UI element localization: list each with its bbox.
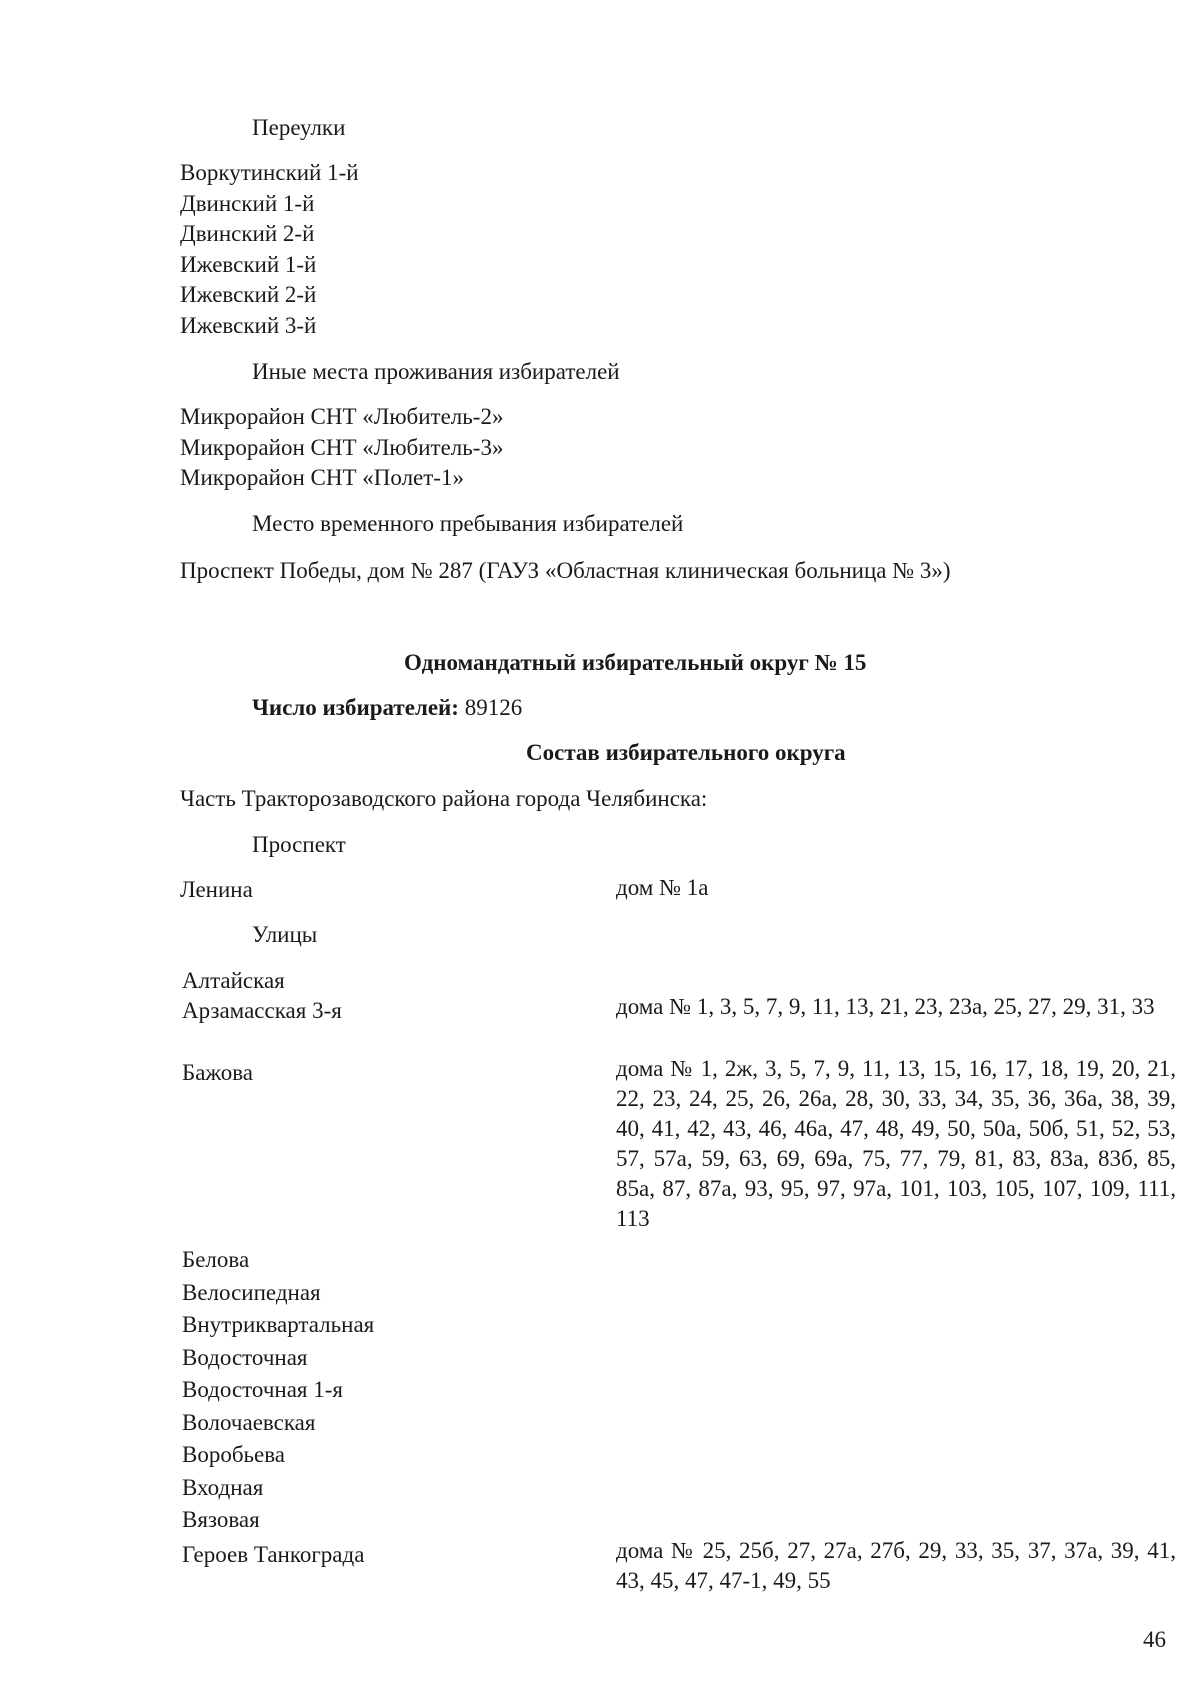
avenue-houses: дом № 1а — [616, 875, 709, 900]
other-places-list — [180, 402, 503, 494]
list-item: Воркутинский 1-й — [180, 160, 359, 185]
bazhova-houses: дома № 1, 2ж, 3, 5, 7, 9, 11, 13, 15, 16, 17, 18, 19, 20, 21, 22, 23, 24, 25, 26, 26а, 28, 30, 33, 34, 35, 36, 36а, 38, 39, 40, 41, 42, 43, 46, 46а, 47, 48, 49, 50, 50а, 50б, 51, 52, 53, 57, 57а, 59, 63, 69, 69а, 75, 77, 79, 81, 83, 83а, 83б, 85, 85а, 87, 87а, 93, 95, 97, 97а, 101, 103, 105, 107, 109, 111, 113 — [616, 1056, 1176, 1231]
list-item: Ижевский 3-й — [180, 312, 317, 338]
street-bazhova: Бажова — [182, 1060, 253, 1085]
list-item: Двинский 1-й — [180, 190, 315, 216]
list-item: Входная — [182, 1474, 264, 1500]
arzamasskaya-houses: дома № 1, 3, 5, 7, 9, 11, 13, 21, 23, 23а, 25, 27, 29, 31, 33 — [616, 994, 1155, 1019]
avenue-heading: Проспект — [252, 832, 346, 857]
composition-title: Состав избирательного округа — [526, 740, 846, 765]
list-item: Микрорайон СНТ «Любитель-2» — [180, 404, 504, 429]
list-item: Ижевский 1-й — [180, 251, 317, 277]
list-item: Водосточная 1-я — [182, 1377, 343, 1402]
list-item: Велосипедная — [182, 1279, 321, 1305]
list-item: Волочаевская — [182, 1409, 316, 1435]
street-geroev-tankograda: Героев Танкограда — [182, 1542, 365, 1567]
temp-stay-heading: Место временного пребывания избирателей — [252, 511, 684, 536]
temp-stay-place: Проспект Победы, дом № 287 (ГАУЗ «Областная клиническая больница № 3») — [180, 558, 951, 583]
list-item: Ижевский 2-й — [180, 282, 317, 307]
voters-count — [252, 693, 522, 723]
list-item: Вязовая — [182, 1507, 260, 1532]
list-item: Микрорайон СНТ «Полет-1» — [180, 465, 464, 490]
other-places-heading: Иные места проживания избирателей — [252, 359, 620, 384]
tankograda-houses: дома № 25, 25б, 27, 27а, 27б, 29, 33, 35, 37, 37а, 39, 41, 43, 45, 47, 47-1, 49, 55 — [616, 1538, 1176, 1593]
list-item: Двинский 2-й — [180, 221, 315, 246]
list-item: Водосточная — [182, 1344, 308, 1370]
district-part-text: Часть Тракторозаводского района города Челябинска: — [180, 786, 708, 811]
voters-value: 89126 — [464, 695, 523, 720]
lanes-heading: Переулки — [252, 115, 346, 140]
street-arzamasskaya: Арзамасская 3-я — [182, 998, 342, 1023]
page-number: 46 — [1143, 1627, 1166, 1652]
streets-list — [182, 1244, 374, 1537]
list-item: Внутриквартальная — [182, 1312, 375, 1337]
district-title: Одномандатный избирательный округ № 15 — [404, 650, 867, 675]
street-altaiskaya: Алтайская — [182, 968, 285, 993]
voters-label: Число избирателей: — [252, 695, 459, 720]
streets-heading: Улицы — [252, 922, 318, 947]
list-item: Белова — [182, 1247, 250, 1272]
lanes-list — [180, 158, 359, 341]
list-item: Микрорайон СНТ «Любитель-3» — [180, 434, 504, 460]
list-item: Воробьева — [182, 1442, 286, 1467]
avenue-name: Ленина — [180, 877, 253, 902]
